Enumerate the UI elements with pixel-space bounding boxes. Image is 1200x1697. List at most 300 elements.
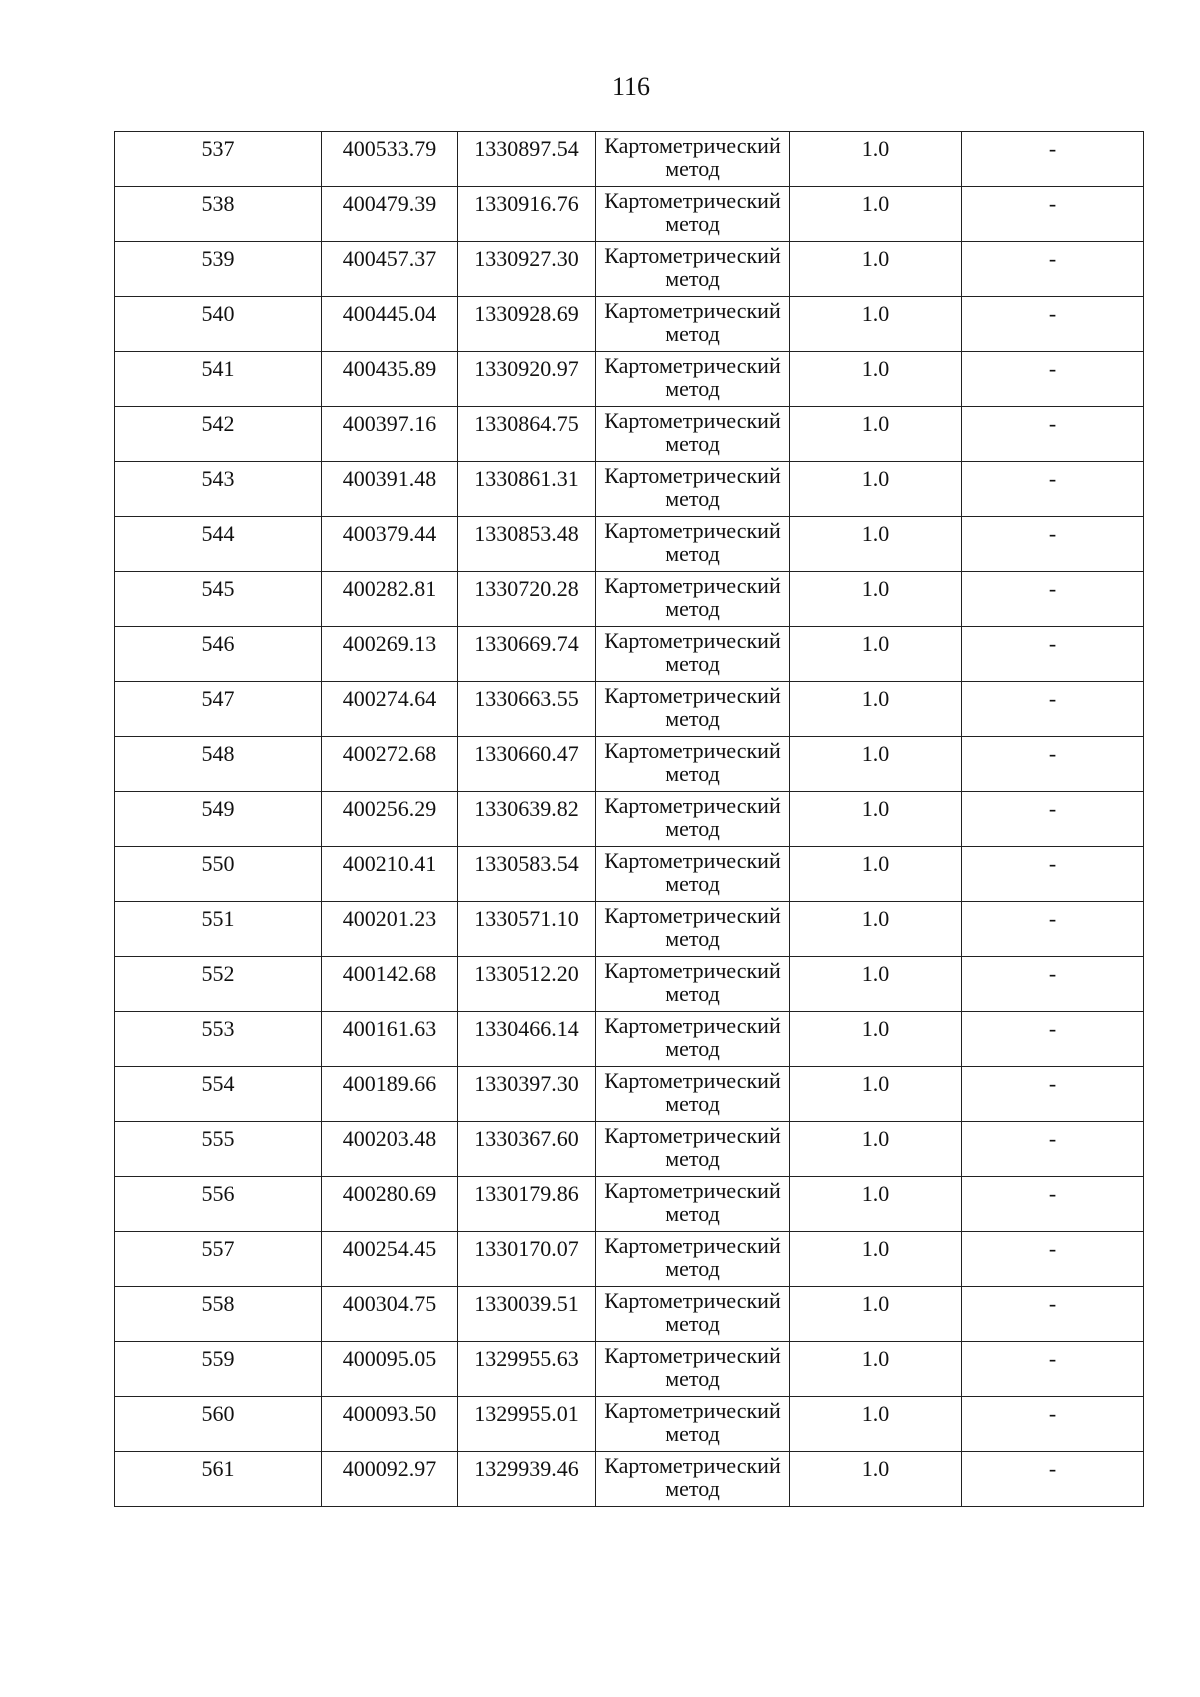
point-number-cell: [115, 1287, 322, 1342]
note-cell-text: -: [1048, 136, 1057, 161]
point-number-cell: [115, 462, 322, 517]
y-coordinate-cell: [458, 1397, 596, 1452]
method-cell: [596, 572, 790, 627]
method-cell: [596, 1287, 790, 1342]
method-cell: [596, 242, 790, 297]
y-coordinate-cell: [458, 847, 596, 902]
accuracy-cell: [790, 462, 962, 517]
point-number-cell: [115, 847, 322, 902]
point-number-cell-text: 537: [201, 136, 235, 161]
y-coordinate-cell: [458, 1232, 596, 1287]
x-coordinate-cell-text: 400095.05: [342, 1346, 437, 1371]
point-number-cell: [115, 737, 322, 792]
x-coordinate-cell: [322, 902, 458, 957]
x-coordinate-cell: [322, 682, 458, 737]
y-coordinate-cell-text: 1330927.30: [474, 246, 579, 271]
note-cell-text: -: [1048, 466, 1057, 491]
note-cell: [962, 187, 1144, 242]
y-coordinate-cell: [458, 407, 596, 462]
y-coordinate-cell-text: 1330669.74: [474, 631, 579, 656]
y-coordinate-cell-text: 1330639.82: [474, 796, 579, 821]
y-coordinate-cell-text: 1330660.47: [474, 741, 579, 766]
method-cell: [596, 1122, 790, 1177]
accuracy-cell-text: 1.0: [861, 906, 890, 931]
point-number-cell: [115, 792, 322, 847]
table-row: [115, 627, 1144, 682]
point-number-cell: [115, 1397, 322, 1452]
method-cell-text: Картометрический метод: [604, 1398, 781, 1446]
point-number-cell-text: 548: [201, 741, 235, 766]
x-coordinate-cell-text: 400457.37: [342, 246, 437, 271]
method-cell-text: Картометрический метод: [604, 903, 781, 951]
method-cell-text: Картометрический метод: [604, 848, 781, 896]
accuracy-cell: [790, 1452, 962, 1507]
point-number-cell-text: 552: [201, 961, 235, 986]
accuracy-cell: [790, 1012, 962, 1067]
method-cell: [596, 1342, 790, 1397]
table-row: [115, 1342, 1144, 1397]
note-cell-text: -: [1048, 906, 1057, 931]
point-number-cell-text: 545: [201, 576, 235, 601]
point-number-cell-text: 555: [201, 1126, 235, 1151]
y-coordinate-cell-text: 1330039.51: [474, 1291, 579, 1316]
method-cell: [596, 352, 790, 407]
y-coordinate-cell: [458, 1122, 596, 1177]
note-cell-text: -: [1048, 1291, 1057, 1316]
accuracy-cell: [790, 242, 962, 297]
point-number-cell-text: 561: [201, 1456, 235, 1481]
method-cell-text: Картометрический метод: [604, 1343, 781, 1391]
method-cell-text: Картометрический метод: [604, 1453, 781, 1501]
y-coordinate-cell: [458, 737, 596, 792]
x-coordinate-cell: [322, 627, 458, 682]
table-row: [115, 297, 1144, 352]
accuracy-cell-text: 1.0: [861, 521, 890, 546]
point-number-cell: [115, 902, 322, 957]
table-row: [115, 352, 1144, 407]
x-coordinate-cell-text: 400201.23: [342, 906, 437, 931]
note-cell: [962, 1122, 1144, 1177]
x-coordinate-cell-text: 400254.45: [342, 1236, 437, 1261]
accuracy-cell: [790, 1397, 962, 1452]
note-cell-text: -: [1048, 1456, 1057, 1481]
method-cell: [596, 1177, 790, 1232]
y-coordinate-cell: [458, 132, 596, 187]
x-coordinate-cell: [322, 847, 458, 902]
method-cell-text: Картометрический метод: [604, 243, 781, 291]
method-cell: [596, 737, 790, 792]
method-cell: [596, 132, 790, 187]
method-cell-text: Картометрический метод: [604, 573, 781, 621]
note-cell: [962, 297, 1144, 352]
x-coordinate-cell: [322, 1452, 458, 1507]
method-cell: [596, 297, 790, 352]
y-coordinate-cell: [458, 1012, 596, 1067]
point-number-cell-text: 538: [201, 191, 235, 216]
point-number-cell: [115, 572, 322, 627]
accuracy-cell-text: 1.0: [861, 1071, 890, 1096]
accuracy-cell-text: 1.0: [861, 411, 890, 436]
point-number-cell-text: 546: [201, 631, 235, 656]
y-coordinate-cell: [458, 517, 596, 572]
accuracy-cell-text: 1.0: [861, 851, 890, 876]
note-cell-text: -: [1048, 851, 1057, 876]
x-coordinate-cell: [322, 407, 458, 462]
accuracy-cell-text: 1.0: [861, 631, 890, 656]
y-coordinate-cell: [458, 902, 596, 957]
note-cell-text: -: [1048, 411, 1057, 436]
x-coordinate-cell: [322, 187, 458, 242]
method-cell-text: Картометрический метод: [604, 133, 781, 181]
point-number-cell: [115, 297, 322, 352]
method-cell-text: Картометрический метод: [604, 738, 781, 786]
y-coordinate-cell-text: 1330920.97: [474, 356, 579, 381]
x-coordinate-cell-text: 400189.66: [342, 1071, 437, 1096]
y-coordinate-cell-text: 1330663.55: [474, 686, 579, 711]
note-cell: [962, 737, 1144, 792]
method-cell-text: Картометрический метод: [604, 298, 781, 346]
table-row: [115, 1177, 1144, 1232]
accuracy-cell-text: 1.0: [861, 356, 890, 381]
accuracy-cell: [790, 352, 962, 407]
accuracy-cell: [790, 847, 962, 902]
note-cell-text: -: [1048, 301, 1057, 326]
note-cell: [962, 517, 1144, 572]
note-cell: [962, 1177, 1144, 1232]
accuracy-cell-text: 1.0: [861, 796, 890, 821]
note-cell-text: -: [1048, 631, 1057, 656]
note-cell: [962, 572, 1144, 627]
table-row: [115, 132, 1144, 187]
point-number-cell-text: 551: [201, 906, 235, 931]
point-number-cell-text: 559: [201, 1346, 235, 1371]
accuracy-cell-text: 1.0: [861, 136, 890, 161]
x-coordinate-cell-text: 400093.50: [342, 1401, 437, 1426]
method-cell: [596, 1397, 790, 1452]
note-cell-text: -: [1048, 1126, 1057, 1151]
y-coordinate-cell: [458, 1177, 596, 1232]
y-coordinate-cell: [458, 792, 596, 847]
page-number: 116: [611, 72, 651, 101]
y-coordinate-cell: [458, 462, 596, 517]
method-cell: [596, 847, 790, 902]
table-row: [115, 737, 1144, 792]
point-number-cell: [115, 682, 322, 737]
x-coordinate-cell: [322, 572, 458, 627]
x-coordinate-cell: [322, 1397, 458, 1452]
note-cell: [962, 1452, 1144, 1507]
accuracy-cell: [790, 1287, 962, 1342]
point-number-cell: [115, 1067, 322, 1122]
y-coordinate-cell: [458, 1452, 596, 1507]
x-coordinate-cell-text: 400092.97: [342, 1456, 437, 1481]
note-cell-text: -: [1048, 961, 1057, 986]
accuracy-cell-text: 1.0: [861, 961, 890, 986]
y-coordinate-cell: [458, 242, 596, 297]
note-cell: [962, 847, 1144, 902]
x-coordinate-cell-text: 400533.79: [342, 136, 437, 161]
y-coordinate-cell: [458, 1287, 596, 1342]
y-coordinate-cell: [458, 352, 596, 407]
accuracy-cell-text: 1.0: [861, 466, 890, 491]
note-cell-text: -: [1048, 246, 1057, 271]
note-cell-text: -: [1048, 521, 1057, 546]
accuracy-cell-text: 1.0: [861, 1291, 890, 1316]
note-cell-text: -: [1048, 191, 1057, 216]
method-cell: [596, 462, 790, 517]
accuracy-cell: [790, 792, 962, 847]
point-number-cell: [115, 627, 322, 682]
x-coordinate-cell: [322, 1287, 458, 1342]
x-coordinate-cell-text: 400161.63: [342, 1016, 437, 1041]
accuracy-cell: [790, 132, 962, 187]
point-number-cell: [115, 957, 322, 1012]
table-row: [115, 1232, 1144, 1287]
x-coordinate-cell: [322, 517, 458, 572]
y-coordinate-cell-text: 1330512.20: [474, 961, 579, 986]
point-number-cell: [115, 1012, 322, 1067]
x-coordinate-cell: [322, 792, 458, 847]
method-cell-text: Картометрический метод: [604, 463, 781, 511]
table-row: [115, 682, 1144, 737]
y-coordinate-cell-text: 1330916.76: [474, 191, 579, 216]
method-cell: [596, 1012, 790, 1067]
note-cell: [962, 1287, 1144, 1342]
x-coordinate-cell: [322, 1232, 458, 1287]
point-number-cell: [115, 1452, 322, 1507]
note-cell-text: -: [1048, 1016, 1057, 1041]
y-coordinate-cell-text: 1330179.86: [474, 1181, 579, 1206]
y-coordinate-cell-text: 1330720.28: [474, 576, 579, 601]
note-cell-text: -: [1048, 1346, 1057, 1371]
x-coordinate-cell-text: 400379.44: [342, 521, 437, 546]
x-coordinate-cell-text: 400210.41: [342, 851, 437, 876]
accuracy-cell: [790, 1232, 962, 1287]
table-body: [115, 132, 1144, 1507]
point-number-cell-text: 554: [201, 1071, 235, 1096]
method-cell: [596, 407, 790, 462]
accuracy-cell-text: 1.0: [861, 246, 890, 271]
accuracy-cell: [790, 1177, 962, 1232]
method-cell-text: Картометрический метод: [604, 1068, 781, 1116]
y-coordinate-cell-text: 1330928.69: [474, 301, 579, 326]
accuracy-cell-text: 1.0: [861, 1401, 890, 1426]
x-coordinate-cell: [322, 957, 458, 1012]
method-cell-text: Картометрический метод: [604, 1013, 781, 1061]
accuracy-cell: [790, 1067, 962, 1122]
method-cell: [596, 902, 790, 957]
method-cell-text: Картометрический метод: [604, 408, 781, 456]
note-cell: [962, 682, 1144, 737]
note-cell: [962, 1012, 1144, 1067]
table-row: [115, 902, 1144, 957]
method-cell-text: Картометрический метод: [604, 1288, 781, 1336]
y-coordinate-cell-text: 1329939.46: [474, 1456, 579, 1481]
point-number-cell: [115, 1342, 322, 1397]
point-number-cell-text: 549: [201, 796, 235, 821]
table-row: [115, 572, 1144, 627]
x-coordinate-cell: [322, 242, 458, 297]
point-number-cell: [115, 132, 322, 187]
method-cell: [596, 187, 790, 242]
accuracy-cell-text: 1.0: [861, 1346, 890, 1371]
point-number-cell-text: 558: [201, 1291, 235, 1316]
method-cell-text: Картометрический метод: [604, 958, 781, 1006]
y-coordinate-cell: [458, 627, 596, 682]
table-row: [115, 517, 1144, 572]
accuracy-cell-text: 1.0: [861, 1236, 890, 1261]
note-cell-text: -: [1048, 1071, 1057, 1096]
table-row: [115, 407, 1144, 462]
accuracy-cell: [790, 902, 962, 957]
accuracy-cell-text: 1.0: [861, 301, 890, 326]
x-coordinate-cell-text: 400445.04: [342, 301, 437, 326]
table-row: [115, 1397, 1144, 1452]
method-cell-text: Картометрический метод: [604, 1178, 781, 1226]
point-number-cell-text: 550: [201, 851, 235, 876]
x-coordinate-cell: [322, 352, 458, 407]
note-cell-text: -: [1048, 1181, 1057, 1206]
y-coordinate-cell-text: 1330397.30: [474, 1071, 579, 1096]
accuracy-cell: [790, 1342, 962, 1397]
x-coordinate-cell-text: 400269.13: [342, 631, 437, 656]
method-cell: [596, 957, 790, 1012]
table-row: [115, 957, 1144, 1012]
table-row: [115, 847, 1144, 902]
note-cell: [962, 1067, 1144, 1122]
x-coordinate-cell-text: 400274.64: [342, 686, 437, 711]
accuracy-cell: [790, 737, 962, 792]
table-row: [115, 462, 1144, 517]
method-cell: [596, 1452, 790, 1507]
note-cell-text: -: [1048, 1401, 1057, 1426]
point-number-cell: [115, 517, 322, 572]
method-cell-text: Картометрический метод: [604, 1123, 781, 1171]
point-number-cell: [115, 242, 322, 297]
method-cell-text: Картометрический метод: [604, 188, 781, 236]
y-coordinate-cell: [458, 1067, 596, 1122]
x-coordinate-cell: [322, 1067, 458, 1122]
table-row: [115, 1067, 1144, 1122]
note-cell-text: -: [1048, 796, 1057, 821]
accuracy-cell: [790, 572, 962, 627]
accuracy-cell-text: 1.0: [861, 686, 890, 711]
x-coordinate-cell-text: 400304.75: [342, 1291, 437, 1316]
y-coordinate-cell-text: 1330170.07: [474, 1236, 579, 1261]
point-number-cell-text: 557: [201, 1236, 235, 1261]
accuracy-cell-text: 1.0: [861, 191, 890, 216]
point-number-cell-text: 542: [201, 411, 235, 436]
y-coordinate-cell-text: 1330571.10: [474, 906, 579, 931]
method-cell: [596, 1232, 790, 1287]
note-cell: [962, 902, 1144, 957]
y-coordinate-cell-text: 1329955.63: [474, 1346, 579, 1371]
point-number-cell-text: 541: [201, 356, 235, 381]
point-number-cell-text: 556: [201, 1181, 235, 1206]
x-coordinate-cell-text: 400435.89: [342, 356, 437, 381]
x-coordinate-cell: [322, 1012, 458, 1067]
point-number-cell-text: 553: [201, 1016, 235, 1041]
x-coordinate-cell-text: 400272.68: [342, 741, 437, 766]
point-number-cell-text: 543: [201, 466, 235, 491]
method-cell-text: Картометрический метод: [604, 628, 781, 676]
point-number-cell: [115, 187, 322, 242]
accuracy-cell: [790, 682, 962, 737]
y-coordinate-cell-text: 1330897.54: [474, 136, 579, 161]
note-cell-text: -: [1048, 356, 1057, 381]
x-coordinate-cell-text: 400203.48: [342, 1126, 437, 1151]
note-cell: [962, 352, 1144, 407]
table-row: [115, 1287, 1144, 1342]
x-coordinate-cell-text: 400479.39: [342, 191, 437, 216]
note-cell: [962, 1232, 1144, 1287]
table-row: [115, 1122, 1144, 1177]
y-coordinate-cell-text: 1329955.01: [474, 1401, 579, 1426]
accuracy-cell-text: 1.0: [861, 1456, 890, 1481]
x-coordinate-cell-text: 400256.29: [342, 796, 437, 821]
accuracy-cell-text: 1.0: [861, 1126, 890, 1151]
point-number-cell: [115, 1122, 322, 1177]
x-coordinate-cell-text: 400391.48: [342, 466, 437, 491]
accuracy-cell-text: 1.0: [861, 1181, 890, 1206]
x-coordinate-cell: [322, 462, 458, 517]
method-cell: [596, 1067, 790, 1122]
note-cell-text: -: [1048, 576, 1057, 601]
table-row: [115, 187, 1144, 242]
table-row: [115, 1452, 1144, 1507]
note-cell: [962, 957, 1144, 1012]
y-coordinate-cell-text: 1330583.54: [474, 851, 579, 876]
note-cell-text: -: [1048, 686, 1057, 711]
note-cell: [962, 792, 1144, 847]
method-cell-text: Картометрический метод: [604, 683, 781, 731]
note-cell: [962, 1342, 1144, 1397]
y-coordinate-cell-text: 1330861.31: [474, 466, 579, 491]
method-cell: [596, 792, 790, 847]
note-cell-text: -: [1048, 1236, 1057, 1261]
method-cell-text: Картометрический метод: [604, 1233, 781, 1281]
x-coordinate-cell: [322, 297, 458, 352]
accuracy-cell: [790, 297, 962, 352]
y-coordinate-cell-text: 1330853.48: [474, 521, 579, 546]
note-cell: [962, 132, 1144, 187]
point-number-cell-text: 539: [201, 246, 235, 271]
y-coordinate-cell: [458, 1342, 596, 1397]
y-coordinate-cell-text: 1330466.14: [474, 1016, 579, 1041]
point-number-cell: [115, 1232, 322, 1287]
note-cell: [962, 627, 1144, 682]
y-coordinate-cell: [458, 187, 596, 242]
x-coordinate-cell: [322, 1342, 458, 1397]
table-row: [115, 1012, 1144, 1067]
method-cell: [596, 627, 790, 682]
point-number-cell-text: 544: [201, 521, 235, 546]
x-coordinate-cell: [322, 1122, 458, 1177]
accuracy-cell: [790, 957, 962, 1012]
accuracy-cell: [790, 187, 962, 242]
point-number-cell-text: 547: [201, 686, 235, 711]
y-coordinate-cell: [458, 297, 596, 352]
coordinates-table: [114, 131, 1144, 1507]
x-coordinate-cell: [322, 1177, 458, 1232]
table-row: [115, 242, 1144, 297]
accuracy-cell: [790, 627, 962, 682]
point-number-cell: [115, 352, 322, 407]
y-coordinate-cell: [458, 572, 596, 627]
point-number-cell: [115, 1177, 322, 1232]
method-cell: [596, 682, 790, 737]
method-cell-text: Картометрический метод: [604, 353, 781, 401]
